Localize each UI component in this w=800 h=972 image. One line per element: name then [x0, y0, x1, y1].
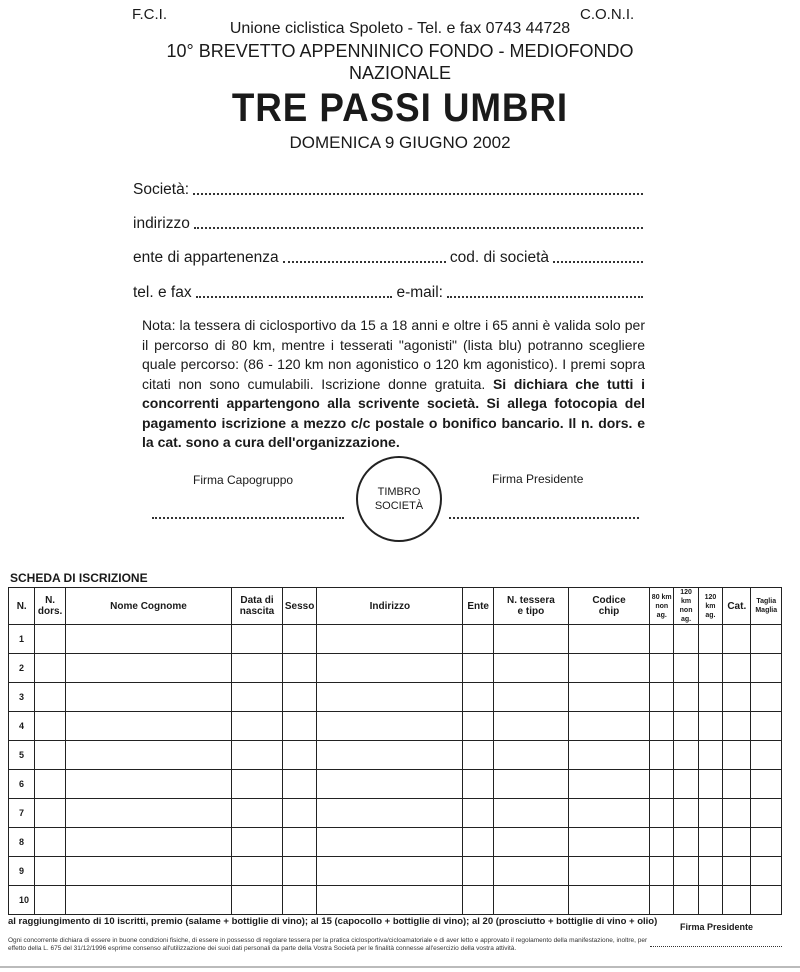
table-cell[interactable] — [317, 770, 463, 799]
table-cell[interactable] — [751, 886, 782, 915]
nota-paragraph — [142, 316, 645, 453]
table-cell[interactable] — [650, 654, 674, 683]
indirizzo-field[interactable] — [133, 215, 643, 233]
event-date: DOMENICA 9 GIUGNO 2002 — [289, 133, 511, 152]
table-cell[interactable] — [282, 857, 316, 886]
table-cell[interactable] — [65, 799, 231, 828]
row-number: 5 — [9, 741, 35, 770]
form-heading: SCHEDA DI ISCRIZIONE — [10, 571, 148, 585]
table-row — [9, 712, 782, 741]
table-cell[interactable] — [698, 625, 722, 654]
table-cell[interactable] — [650, 828, 674, 857]
row-number: 4 — [9, 712, 35, 741]
table-cell[interactable] — [282, 799, 316, 828]
table-cell[interactable] — [568, 770, 649, 799]
table-cell[interactable] — [751, 712, 782, 741]
table-cell[interactable] — [282, 741, 316, 770]
row-number: 7 — [9, 799, 35, 828]
table-cell[interactable] — [698, 654, 722, 683]
table-cell[interactable] — [493, 770, 568, 799]
table-cell[interactable] — [723, 683, 751, 712]
table-cell[interactable] — [674, 654, 698, 683]
table-cell[interactable] — [493, 625, 568, 654]
event-line-1: 10° BREVETTO APPENNINICO FONDO - MEDIOFONDO — [166, 41, 634, 61]
table-cell[interactable] — [650, 741, 674, 770]
indirizzo-label: indirizzo — [133, 215, 190, 232]
table-cell[interactable] — [65, 654, 231, 683]
table-cell[interactable] — [493, 654, 568, 683]
table-cell[interactable] — [463, 683, 493, 712]
stamp-text-1: TIMBRO — [377, 486, 421, 498]
table-row — [9, 857, 782, 886]
table-cell[interactable] — [35, 828, 65, 857]
table-cell[interactable] — [232, 654, 283, 683]
table-cell[interactable] — [568, 712, 649, 741]
col-120km-non-ag: 120 km non ag. — [674, 588, 698, 625]
table-cell[interactable] — [568, 857, 649, 886]
table-cell[interactable] — [317, 654, 463, 683]
coni-label: C.O.N.I. — [580, 6, 635, 23]
table-cell[interactable] — [568, 741, 649, 770]
ente-label: ente di appartenenza — [133, 249, 279, 266]
col-sesso: Sesso — [282, 588, 316, 625]
table-cell[interactable] — [650, 857, 674, 886]
table-cell[interactable] — [65, 770, 231, 799]
table-cell[interactable] — [35, 654, 65, 683]
table-cell[interactable] — [568, 886, 649, 915]
table-cell[interactable] — [674, 712, 698, 741]
stamp-text-2: SOCIETÀ — [374, 500, 424, 512]
table-cell[interactable] — [317, 799, 463, 828]
table-cell[interactable] — [493, 828, 568, 857]
table-row — [9, 770, 782, 799]
table-cell[interactable] — [282, 828, 316, 857]
table-cell[interactable] — [493, 741, 568, 770]
page-bottom-edge — [0, 966, 800, 968]
table-cell[interactable] — [463, 886, 493, 915]
table-cell[interactable] — [723, 886, 751, 915]
premi-text: al raggiungimento di 10 iscritti, premio (salame + bottiglie di vino); al 15 (capocollo + bottiglie di vino); al 20 (prosciutto + bottiglie di vino + olio) — [8, 916, 658, 927]
col-codice-chip: Codice chip — [568, 588, 649, 625]
table-cell[interactable] — [317, 741, 463, 770]
table-row — [9, 828, 782, 857]
table-cell[interactable] — [751, 654, 782, 683]
table-cell[interactable] — [674, 886, 698, 915]
table-cell[interactable] — [493, 886, 568, 915]
table-cell[interactable] — [674, 857, 698, 886]
table-row — [9, 886, 782, 915]
row-number: 8 — [9, 828, 35, 857]
table-cell[interactable] — [568, 654, 649, 683]
table-cell[interactable] — [65, 828, 231, 857]
societa-field[interactable] — [133, 181, 643, 199]
table-cell[interactable] — [698, 886, 722, 915]
table-cell[interactable] — [568, 683, 649, 712]
table-cell[interactable] — [463, 770, 493, 799]
table-cell[interactable] — [232, 886, 283, 915]
table-cell[interactable] — [463, 799, 493, 828]
table-cell[interactable] — [751, 799, 782, 828]
table-cell[interactable] — [751, 625, 782, 654]
ente-field[interactable] — [133, 249, 643, 267]
contact-field[interactable] — [133, 284, 643, 302]
societa-input-line[interactable] — [193, 193, 643, 195]
firma-capogruppo-line[interactable] — [152, 517, 344, 519]
table-cell[interactable] — [232, 683, 283, 712]
row-number: 2 — [9, 654, 35, 683]
table-cell[interactable] — [317, 886, 463, 915]
registration-table — [8, 587, 782, 915]
table-cell[interactable] — [35, 625, 65, 654]
table-cell[interactable] — [698, 741, 722, 770]
table-cell[interactable] — [751, 828, 782, 857]
table-cell[interactable] — [65, 886, 231, 915]
table-cell[interactable] — [674, 625, 698, 654]
table-cell[interactable] — [317, 683, 463, 712]
table-cell[interactable] — [493, 857, 568, 886]
table-cell[interactable] — [723, 828, 751, 857]
table-cell[interactable] — [282, 625, 316, 654]
table-cell[interactable] — [698, 712, 722, 741]
table-cell[interactable] — [698, 828, 722, 857]
fci-label: F.C.I. — [132, 6, 168, 23]
cod-societa-label: cod. di società — [449, 249, 549, 266]
table-cell[interactable] — [282, 886, 316, 915]
table-cell[interactable] — [463, 741, 493, 770]
table-cell[interactable] — [674, 683, 698, 712]
table-cell[interactable] — [493, 712, 568, 741]
disclaimer-text: Ogni concorrente dichiara di essere in buone condizioni fisiche, di essere in possesso di regolare tessera per la pratica ciclosportiva/cicloamatoriale e di aver letto e approvato il regolamento della manifestazione, inoltre, per effetto della L. 675 del 31/12/1996 esprime consenso all'utilizzazione dei suoi dati personali da parte della Vostra Società per le finalità connesse all'esercizio della vostra attività. — [8, 937, 648, 952]
table-cell[interactable] — [317, 712, 463, 741]
row-number: 6 — [9, 770, 35, 799]
col-120km-ag: 120 km ag. — [698, 588, 722, 625]
table-cell[interactable] — [463, 857, 493, 886]
table-cell[interactable] — [65, 625, 231, 654]
table-cell[interactable] — [751, 741, 782, 770]
table-row — [9, 625, 782, 654]
table-cell[interactable] — [35, 712, 65, 741]
table-cell[interactable] — [723, 857, 751, 886]
email-input-line[interactable] — [447, 296, 643, 298]
table-cell[interactable] — [35, 741, 65, 770]
table-cell[interactable] — [650, 683, 674, 712]
table-cell[interactable] — [463, 712, 493, 741]
table-cell[interactable] — [751, 683, 782, 712]
table-cell[interactable] — [723, 799, 751, 828]
row-number: 1 — [9, 625, 35, 654]
table-cell[interactable] — [723, 741, 751, 770]
indirizzo-input-line[interactable] — [194, 227, 643, 229]
table-cell[interactable] — [232, 712, 283, 741]
table-cell[interactable] — [723, 770, 751, 799]
stamp-circle — [356, 456, 442, 542]
table-cell[interactable] — [650, 712, 674, 741]
table-cell[interactable] — [723, 712, 751, 741]
table-cell[interactable] — [698, 857, 722, 886]
table-cell[interactable] — [751, 857, 782, 886]
table-cell[interactable] — [493, 799, 568, 828]
table-cell[interactable] — [463, 654, 493, 683]
table-cell[interactable] — [35, 770, 65, 799]
table-cell[interactable] — [698, 683, 722, 712]
table-cell[interactable] — [317, 625, 463, 654]
table-cell[interactable] — [317, 828, 463, 857]
email-label: e-mail: — [396, 284, 443, 301]
table-row — [9, 683, 782, 712]
table-cell[interactable] — [35, 799, 65, 828]
col-n-dors: N. dors. — [35, 588, 65, 625]
table-cell[interactable] — [568, 799, 649, 828]
table-cell[interactable] — [232, 741, 283, 770]
row-number: 9 — [9, 857, 35, 886]
table-row — [9, 799, 782, 828]
table-cell[interactable] — [35, 857, 65, 886]
table-cell[interactable] — [650, 886, 674, 915]
col-data-nascita: Data di nascita — [232, 588, 283, 625]
table-cell[interactable] — [65, 712, 231, 741]
table-cell[interactable] — [674, 828, 698, 857]
table-cell[interactable] — [650, 799, 674, 828]
table-cell[interactable] — [674, 799, 698, 828]
table-cell[interactable] — [317, 857, 463, 886]
nota-text: Nota: la tessera di ciclosportivo da 15 a 18 anni e oltre i 65 anni è valida solo per il percorso di 80 km, mentre i tesserati "agonisti" (lista blu) potranno scegliere quale percorso: (86 - 120 km non agonistico o 120 km agonistico). I premi sopra citati non sono cumulabili. Iscrizione donne gratuita. — [142, 317, 645, 392]
societa-label: Società: — [133, 181, 190, 198]
table-cell[interactable] — [35, 886, 65, 915]
table-cell[interactable] — [282, 654, 316, 683]
ente-input-line[interactable] — [283, 261, 446, 263]
table-header-row — [9, 588, 782, 625]
table-cell[interactable] — [568, 828, 649, 857]
footer-firma-presidente-label: Firma Presidente — [680, 922, 754, 932]
tel-fax-input-line[interactable] — [196, 296, 393, 298]
table-cell[interactable] — [232, 770, 283, 799]
organizer-line: Unione ciclistica Spoleto - Tel. e fax 0743 44728 — [229, 20, 571, 37]
table-cell[interactable] — [674, 770, 698, 799]
table-cell[interactable] — [698, 770, 722, 799]
footer-firma-presidente-line[interactable] — [650, 946, 782, 947]
table-cell[interactable] — [65, 683, 231, 712]
cod-societa-input-line[interactable] — [553, 261, 643, 263]
event-line-2: NAZIONALE — [348, 63, 452, 83]
table-cell[interactable] — [650, 625, 674, 654]
table-cell[interactable] — [723, 654, 751, 683]
nota-declaration: Si dichiara che tutti i concorrenti appartengono alla scrivente società. Si allega fotocopia del pagamento iscrizione a mezzo c/c postale o bonifico bancario. Il n. dors. e la cat. sono a cura dell'organizzazione. — [142, 375, 645, 450]
col-80km: 80 km non ag. — [650, 588, 674, 625]
firma-presidente-label: Firma Presidente — [492, 472, 584, 486]
col-taglia-maglia: Taglia Maglia — [751, 588, 782, 625]
table-cell[interactable] — [751, 770, 782, 799]
row-number: 10 — [9, 886, 35, 915]
col-indirizzo: Indirizzo — [317, 588, 463, 625]
firma-presidente-line[interactable] — [449, 517, 639, 519]
table-cell[interactable] — [232, 799, 283, 828]
table-cell[interactable] — [232, 857, 283, 886]
table-cell[interactable] — [282, 770, 316, 799]
table-cell[interactable] — [723, 625, 751, 654]
table-cell[interactable] — [282, 712, 316, 741]
page-title: TRE PASSI UMBRI — [231, 86, 569, 130]
col-ente: Ente — [463, 588, 493, 625]
table-row — [9, 654, 782, 683]
firma-capogruppo-label: Firma Capogruppo — [193, 473, 294, 487]
table-cell[interactable] — [65, 857, 231, 886]
table-cell[interactable] — [463, 625, 493, 654]
table-cell[interactable] — [463, 828, 493, 857]
table-cell[interactable] — [650, 770, 674, 799]
col-tessera: N. tessera e tipo — [493, 588, 568, 625]
tel-fax-label: tel. e fax — [133, 284, 192, 301]
table-cell[interactable] — [674, 741, 698, 770]
table-row — [9, 741, 782, 770]
table-cell[interactable] — [65, 741, 231, 770]
col-n: N. — [9, 588, 35, 625]
table-cell[interactable] — [282, 683, 316, 712]
table-cell[interactable] — [698, 799, 722, 828]
col-cat: Cat. — [723, 588, 751, 625]
table-cell[interactable] — [232, 625, 283, 654]
table-cell[interactable] — [35, 683, 65, 712]
table-cell[interactable] — [232, 828, 283, 857]
row-number: 3 — [9, 683, 35, 712]
table-cell[interactable] — [568, 625, 649, 654]
table-cell[interactable] — [493, 683, 568, 712]
col-nome-cognome: Nome Cognome — [65, 588, 231, 625]
